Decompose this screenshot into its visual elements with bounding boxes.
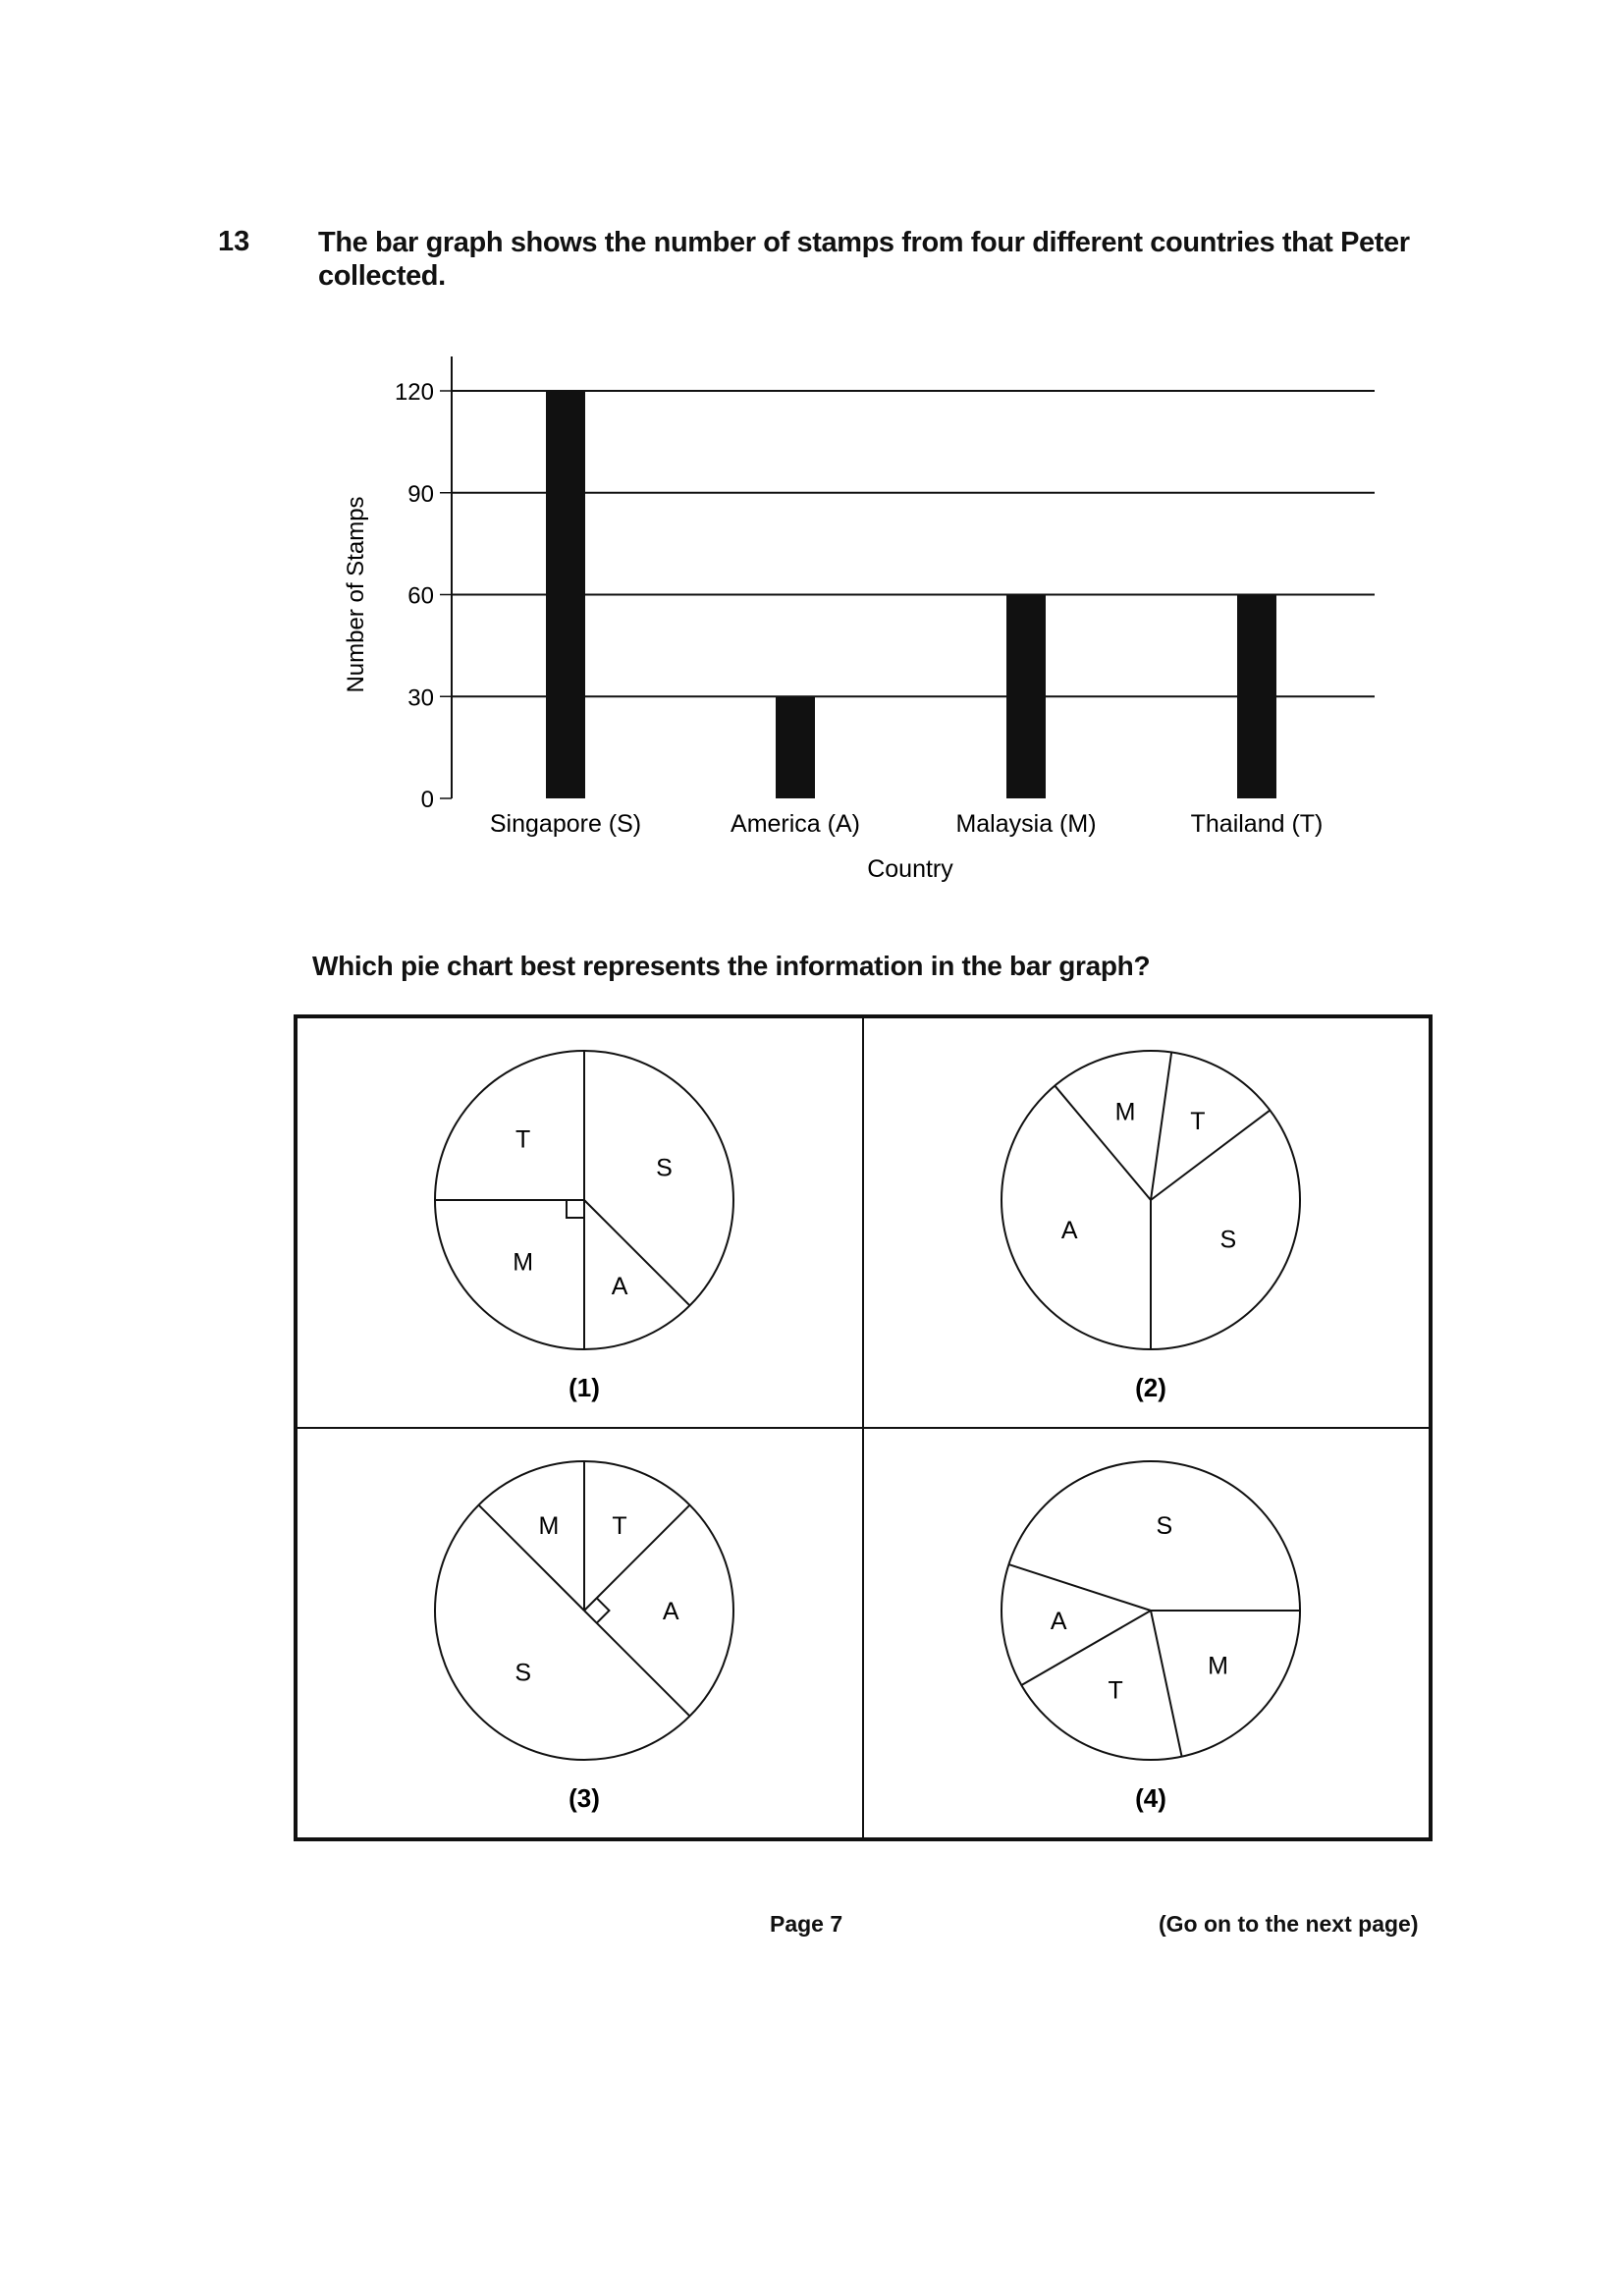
option-4[interactable]: [863, 1428, 1430, 1838]
bar-chart: [334, 349, 1394, 899]
option-label: (3): [568, 1783, 600, 1813]
pie-slice-label: A: [611, 1273, 628, 1301]
pie-chart-3: [298, 1429, 865, 1840]
page-number: Page 7: [770, 1911, 843, 1937]
x-axis-label: Country: [867, 855, 953, 883]
pie-slice-label: M: [1208, 1652, 1228, 1680]
pie-slice-boundary: [1021, 1611, 1151, 1685]
pie-slice-label: A: [1050, 1607, 1067, 1635]
answer-options: [294, 1014, 1433, 1841]
pie-chart-2: [864, 1018, 1432, 1430]
pie-slice-boundary: [1008, 1564, 1151, 1611]
pie-slice-label: T: [1108, 1676, 1123, 1705]
next-page-note: (Go on to the next page): [1159, 1911, 1419, 1937]
pie-chart-4: [864, 1429, 1432, 1840]
pie-slice-label: S: [1219, 1226, 1237, 1254]
question-number: 13: [218, 226, 250, 257]
pie-slice-label: S: [1156, 1511, 1173, 1540]
option-3[interactable]: [297, 1428, 863, 1838]
x-tick-label: Singapore (S): [489, 810, 642, 838]
x-tick-label: America (A): [731, 810, 860, 838]
bar: [546, 391, 585, 798]
y-tick-label: 90: [407, 480, 434, 508]
pie-slice-boundary: [479, 1505, 584, 1611]
option-1[interactable]: [297, 1017, 863, 1428]
option-label: (2): [1135, 1373, 1166, 1402]
option-label: (1): [568, 1373, 600, 1402]
pie-slice-boundary: [584, 1505, 689, 1611]
pie-slice-boundary: [584, 1611, 689, 1716]
pie-slice-boundary: [1151, 1111, 1270, 1200]
option-label: (4): [1135, 1783, 1166, 1813]
y-axis-label: Number of Stamps: [343, 496, 369, 693]
pie-chart-1: [298, 1018, 865, 1430]
pie-slice-label: S: [514, 1659, 532, 1687]
pie-slice-label: A: [662, 1598, 679, 1625]
y-tick-label: 60: [407, 582, 434, 610]
pie-slice-label: T: [612, 1511, 627, 1540]
pie-slice-label: T: [515, 1125, 531, 1154]
pie-slice-label: M: [513, 1248, 534, 1277]
question-prompt: Which pie chart best represents the information in the bar graph?: [312, 951, 1151, 981]
pie-slice-label: T: [1190, 1107, 1206, 1135]
y-tick-label: 0: [420, 787, 434, 813]
pie-slice-boundary: [1151, 1611, 1182, 1757]
bar: [1006, 595, 1046, 799]
right-angle-marker: [567, 1200, 584, 1218]
option-2[interactable]: [863, 1017, 1430, 1428]
pie-slice-boundary: [584, 1200, 689, 1305]
pie-slice-label: S: [656, 1154, 673, 1182]
right-angle-marker: [597, 1598, 610, 1622]
pie-slice-boundary: [1055, 1086, 1151, 1200]
question-text: The bar graph shows the number of stamps from four different countries that Peter collected.: [318, 227, 1410, 292]
y-tick-label: 30: [407, 684, 434, 712]
x-tick-label: Thailand (T): [1190, 810, 1324, 838]
bar: [776, 696, 815, 798]
y-tick-label: 120: [394, 379, 434, 406]
pie-slice-label: A: [1060, 1217, 1078, 1245]
pie-slice-label: M: [538, 1511, 560, 1540]
pie-slice-boundary: [1151, 1052, 1171, 1200]
x-tick-label: Malaysia (M): [955, 810, 1097, 838]
bar: [1237, 595, 1276, 799]
pie-slice-label: M: [1114, 1098, 1136, 1126]
